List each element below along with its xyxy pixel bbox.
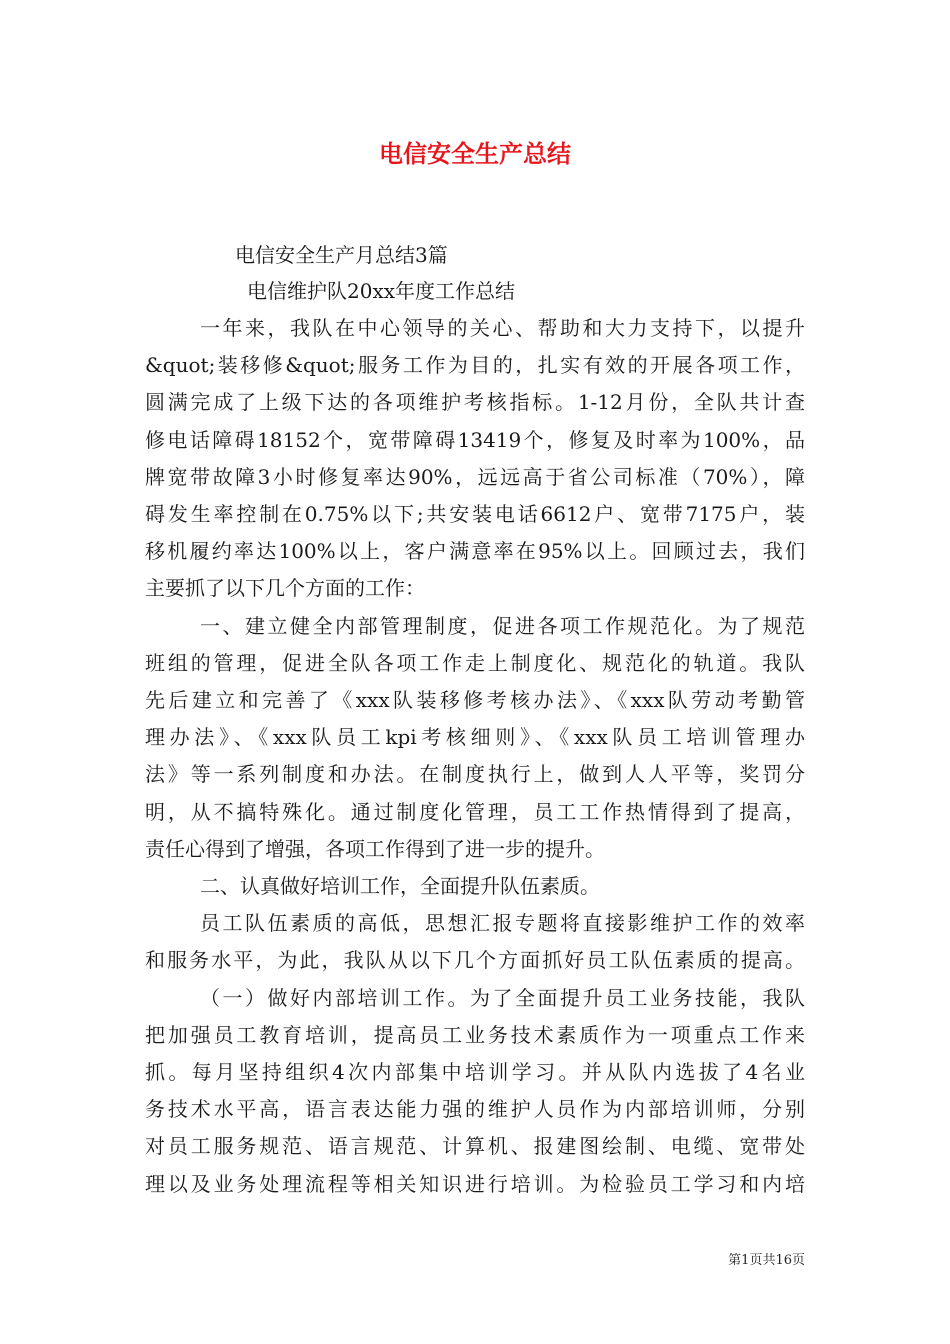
text-line: 员工队伍素质的高低，思想汇报专题将直接影维护工作的效率 <box>200 911 805 936</box>
text-line: 移机履约率达100%以上，客户满意率在95%以上。回顾过去，我们 <box>145 539 805 564</box>
text-line: 二、认真做好培训工作，全面提升队伍素质。 <box>200 874 600 898</box>
text-line: 务技术水平高，语言表达能力强的维护人员作为内部培训师，分别 <box>145 1097 805 1122</box>
text-line: 和服务水平，为此，我队从以下几个方面抓好员工队伍素质的提高。 <box>145 948 805 973</box>
text-line: 法》等一系列制度和办法。在制度执行上，做到人人平等，奖罚分 <box>145 762 805 787</box>
text-line: 理以及业务处理流程等相关知识进行培训。为检验员工学习和内培 <box>145 1171 805 1196</box>
text-line: 牌宽带故障3小时修复率达90%，远远高于省公司标准（70%），障 <box>145 464 805 489</box>
section-heading: 电信维护队20xx年度工作总结 <box>247 279 516 303</box>
document-title: 电信安全生产总结 <box>379 140 571 168</box>
text-line: 碍发生率控制在0.75%以下;共安装电话6612户、宽带7175户，装 <box>145 502 805 526</box>
text-line: 一年来，我队在中心领导的关心、帮助和大力支持下，以提升 <box>200 316 805 340</box>
text-line: 对员工服务规范、语言规范、计算机、报建图绘制、电缆、宽带处 <box>145 1134 805 1159</box>
text-line: 责任心得到了增强，各项工作得到了进一步的提升。 <box>145 836 605 861</box>
text-line: （一）做好内部培训工作。为了全面提升员工业务技能，我队 <box>200 985 805 1010</box>
text-line: 先后建立和完善了《xxx队装移修考核办法》、《xxx队劳动考勤管 <box>145 688 805 712</box>
text-line: 明，从不搞特殊化。通过制度化管理，员工工作热情得到了提高， <box>145 799 805 824</box>
text-line: 把加强员工教育培训，提高员工业务技术素质作为一项重点工作来 <box>145 1022 805 1047</box>
text-line: 主要抓了以下几个方面的工作： <box>145 576 425 601</box>
text-line: 理办法》、《xxx队员工kpi考核细则》、《xxx队员工培训管理办 <box>145 725 805 750</box>
text-line: 班组的管理，促进全队各项工作走上制度化、规范化的轨道。我队 <box>145 650 805 675</box>
text-line: 抓。每月坚持组织4次内部集中培训学习。并从队内选拔了4名业 <box>145 1060 805 1084</box>
text-line: 修电话障碍18152个，宽带障碍13419个，修复及时率为100%，品 <box>145 427 805 452</box>
text-line: &quot;装移修&quot;服务工作为目的，扎实有效的开展各项工作， <box>145 353 805 378</box>
text-line: 圆满完成了上级下达的各项维护考核指标。1-12月份，全队共计查 <box>145 390 805 415</box>
page-number: 第1页共16页 <box>728 1253 805 1268</box>
subtitle-heading: 电信安全生产月总结3篇 <box>235 243 448 267</box>
text-line: 一、建立健全内部管理制度，促进各项工作规范化。为了规范 <box>200 613 805 638</box>
